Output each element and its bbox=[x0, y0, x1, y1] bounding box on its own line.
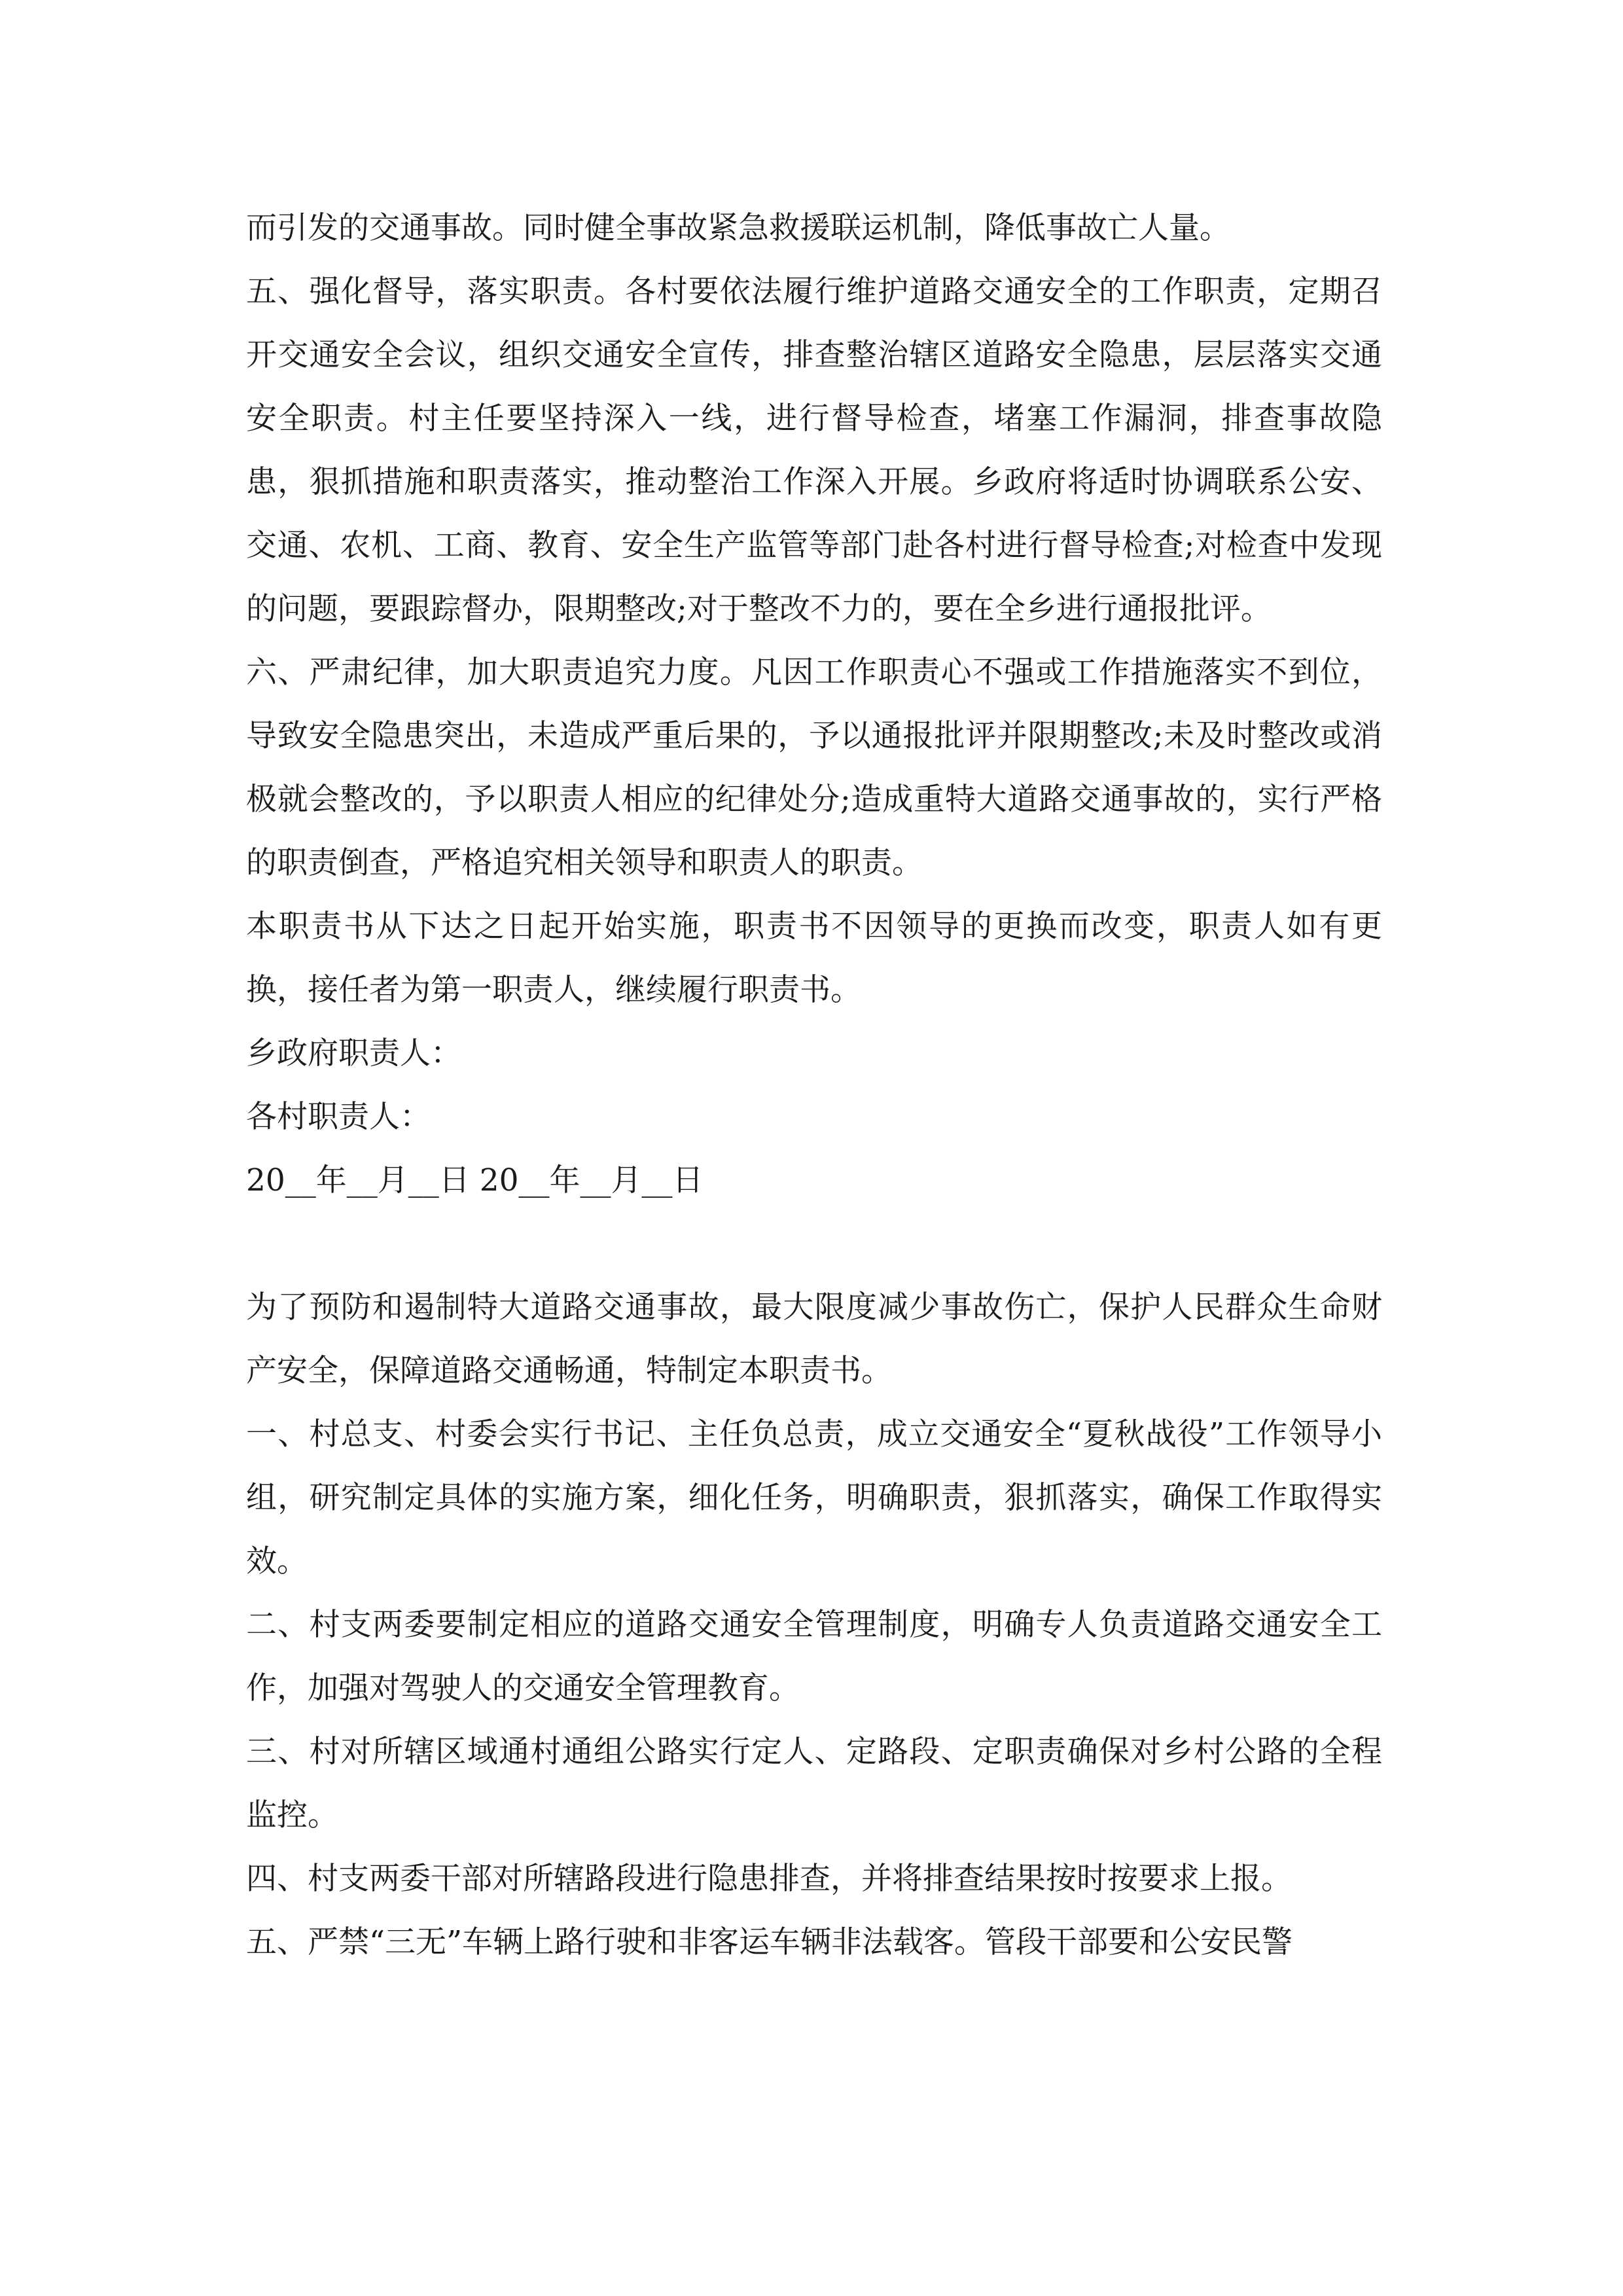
paragraph-accident-rescue: 而引发的交通事故。同时健全事故紧急救援联运机制，降低事故亡人量。 bbox=[246, 210, 1230, 246]
paragraph-discipline: 六、严肃纪律，加大职责追究力度。凡因工作职责心不强或工作措施落实不到位，导致安全隐患突出，未造成严重后果的，予以通报批评并限期整改;未及时整改或消极就会整改的，予以职责人相应的纪律处分;造成重特大道路交通事故的，实行严格的职责倒查，严格追究相关领导和职责人的职责。 bbox=[246, 655, 1382, 881]
document-body bbox=[246, 196, 1382, 1974]
paragraph-item-4: 四、村支两委干部对所辖路段进行隐患排查，并将排查结果按时按要求上报。 bbox=[246, 1861, 1292, 1897]
paragraph-item-5: 五、严禁“三无”车辆上路行驶和非客运车辆非法载客。管段干部要和公安民警 bbox=[246, 1924, 1293, 1960]
paragraph-item-1: 一、村总支、村委会实行书记、主任负总责，成立交通安全“夏秋战役”工作领导小组，研究制定具体的实施方案，细化任务，明确职责，狠抓落实，确保工作取得实效。 bbox=[246, 1416, 1382, 1579]
paragraph-item-2: 二、村支两委要制定相应的道路交通安全管理制度，明确专人负责道路交通安全工作，加强对驾驶人的交通安全管理教育。 bbox=[246, 1607, 1382, 1706]
date-line: 20__年__月__日 20__年__月__日 bbox=[246, 1162, 704, 1198]
paragraph-item-3: 三、村对所辖区域通村通组公路实行定人、定路段、定职责确保对乡村公路的全程监控。 bbox=[246, 1734, 1382, 1833]
paragraph-purpose: 为了预防和遏制特大道路交通事故，最大限度减少事故伤亡，保护人民群众生命财产安全，保障道路交通畅通，特制定本职责书。 bbox=[246, 1289, 1382, 1389]
paragraph-effective-date: 本职责书从下达之日起开始实施，职责书不因领导的更换而改变，职责人如有更换，接任者为第一职责人，继续履行职责书。 bbox=[246, 908, 1382, 1008]
paragraph-supervision: 五、强化督导，落实职责。各村要依法履行维护道路交通安全的工作职责，定期召开交通安全会议，组织交通安全宣传，排查整治辖区道路安全隐患，层层落实交通安全职责。村主任要坚持深入一线，进行督导检查，堵塞工作漏洞，排查事故隐患，狠抓措施和职责落实，推动整治工作深入开展。乡政府将适时协调联系公安、交通、农机、工商、教育、安全生产监管等部门赴各村进行督导检查;对检查中发现的问题，要跟踪督办，限期整改;对于整改不力的，要在全乡进行通报批评。 bbox=[246, 274, 1382, 627]
village-responsible-person: 各村职责人： bbox=[246, 1099, 431, 1135]
township-responsible-person: 乡政府职责人： bbox=[246, 1035, 461, 1071]
section-gap bbox=[246, 1212, 1382, 1276]
